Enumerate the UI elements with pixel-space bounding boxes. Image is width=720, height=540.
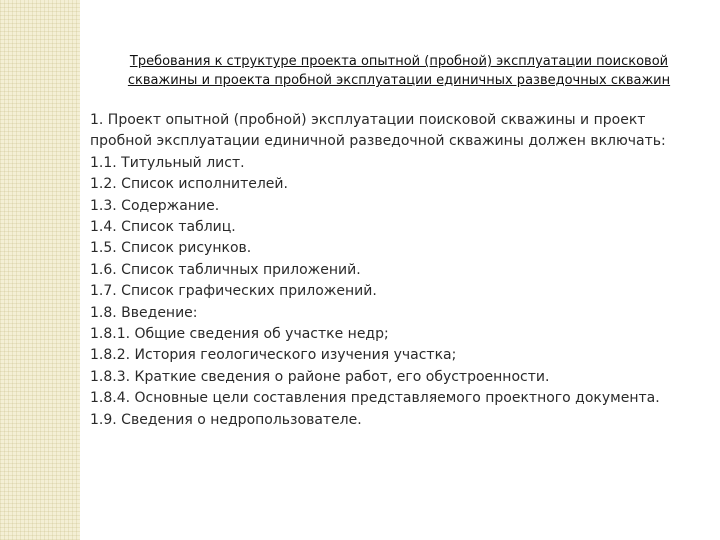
- list-item: 1.1. Титульный лист.: [90, 154, 245, 171]
- list-item: 1.9. Сведения о недропользователе.: [90, 411, 362, 428]
- decorative-side-band: [0, 0, 80, 540]
- list-intro: 1. Проект опытной (пробной) эксплуатации поисковой скважины и проект пробной эксплуатации единичной разведочной скважины должен включать:: [90, 112, 666, 150]
- list-item: 1.7. Список графических приложений.: [90, 283, 377, 300]
- list-item: 1.4. Список таблиц.: [90, 219, 236, 236]
- list-item: 1.8.3. Краткие сведения о районе работ, его обустроенности.: [90, 368, 550, 385]
- list-item: 1.2. Список исполнителей.: [90, 176, 288, 193]
- slide-title: Требования к структуре проекта опытной (пробной) эксплуатации поисковой скважины и проекта пробной эксплуатации единичных разведочных скважин: [127, 54, 671, 88]
- list-item: 1.8.4. Основные цели составления представляемого проектного документа.: [90, 390, 660, 407]
- list-item: 1.6. Список табличных приложений.: [90, 261, 361, 278]
- list-item: 1.3. Содержание.: [90, 197, 220, 214]
- list-item: 1.8.1. Общие сведения об участке недр;: [90, 326, 389, 343]
- requirements-list: [90, 110, 710, 431]
- list-item: 1.8.2. История геологического изучения участка;: [90, 347, 457, 364]
- list-item: 1.5. Список рисунков.: [90, 240, 252, 257]
- list-item: 1.8. Введение:: [90, 304, 198, 321]
